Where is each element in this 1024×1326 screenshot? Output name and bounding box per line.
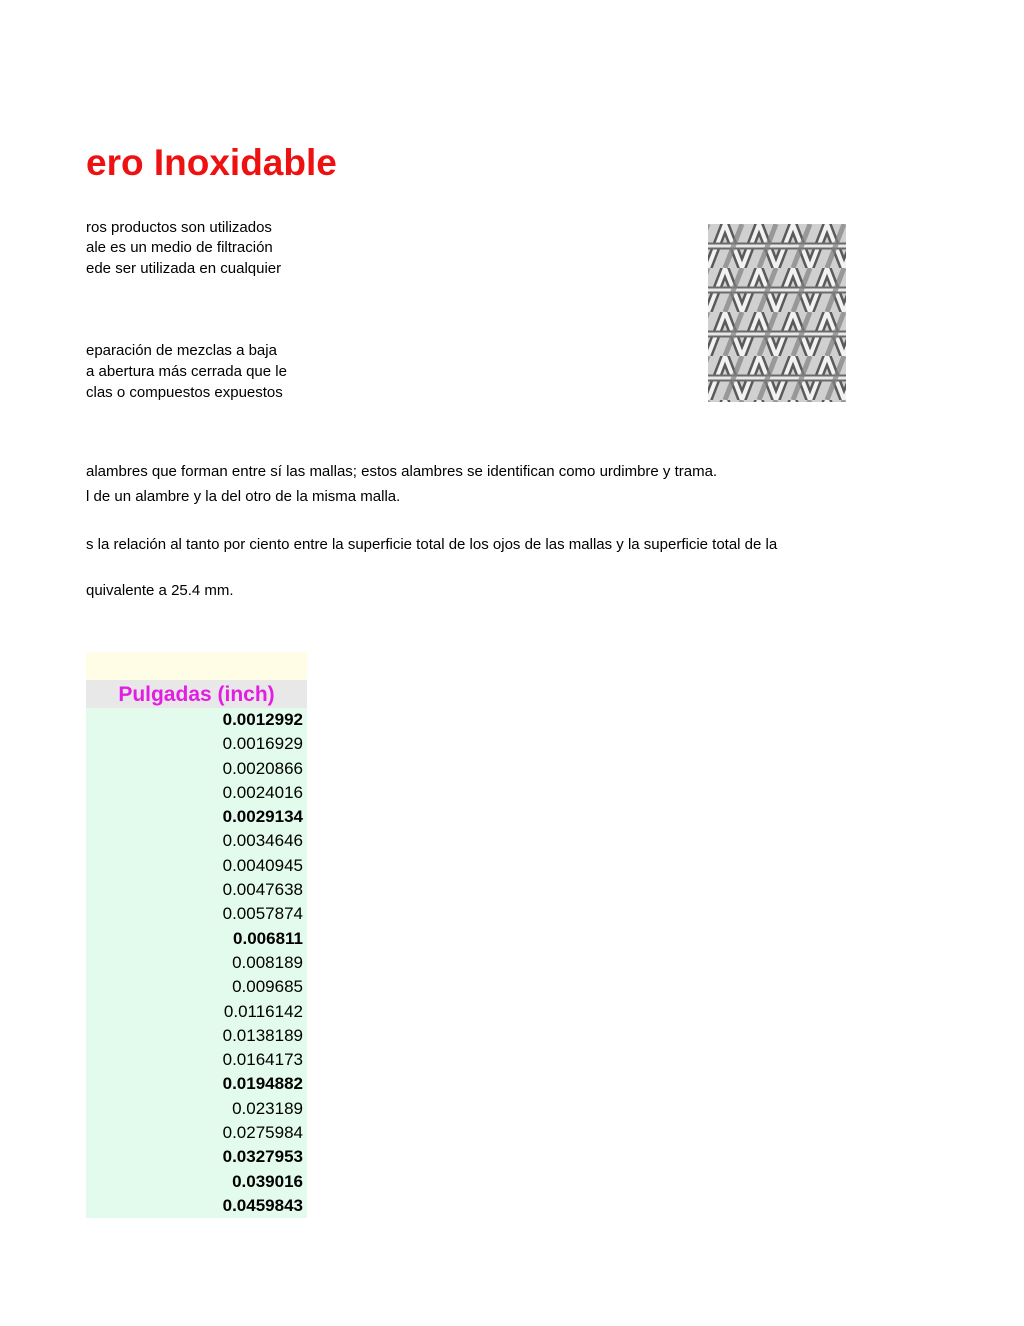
intro-line-2: ale es un medio de filtración — [86, 239, 273, 256]
conversion-table — [86, 652, 307, 1218]
table-row: 0.0012992 — [222, 710, 303, 729]
wire-mesh-image — [708, 224, 846, 402]
table-top-row — [86, 652, 307, 680]
table-row: 0.0020866 — [222, 758, 303, 778]
table-body — [86, 708, 307, 1218]
table-row: 0.0194882 — [222, 1074, 303, 1094]
table-row: 0.0138189 — [222, 1025, 303, 1045]
table-row: 0.006811 — [233, 928, 303, 948]
table-row: 0.0275984 — [222, 1123, 303, 1143]
definition-abertura: l de un alambre y la del otro de la misma malla. — [86, 488, 401, 505]
table-row: 0.009685 — [232, 977, 303, 997]
table-row: 0.0029134 — [222, 807, 303, 827]
table-row: 0.0164173 — [222, 1050, 303, 1070]
table-row: 0.0327953 — [222, 1147, 303, 1167]
table-row: 0.023189 — [232, 1098, 303, 1118]
intro-line-3: ede ser utilizada en cualquier — [86, 260, 282, 277]
definition-pulgada: quivalente a 25.4 mm. — [86, 582, 234, 599]
table-row: 0.0057874 — [222, 904, 303, 924]
separation-line-1: eparación de mezclas a baja — [86, 342, 277, 359]
table-header: Pulgadas (inch) — [86, 680, 307, 708]
table-row: 0.0024016 — [222, 782, 303, 802]
definition-superficie-libre: s la relación al tanto por ciento entre la superficie total de los ojos de las mallas y la superficie total de la — [86, 536, 778, 553]
separation-line-3: clas o compuestos expuestos — [86, 384, 283, 401]
table-row: 0.0034646 — [222, 831, 303, 851]
table-row: 0.0116142 — [223, 1001, 303, 1021]
separation-line-2: a abertura más cerrada que le — [86, 363, 287, 380]
table-row: 0.008189 — [232, 952, 303, 972]
table-row: 0.0016929 — [222, 734, 303, 754]
intro-line-1: ros productos son utilizados — [86, 219, 272, 236]
table-row: 0.0040945 — [222, 855, 303, 875]
page-title: ero Inoxidable — [86, 142, 337, 183]
table-row: 0.0047638 — [222, 880, 303, 900]
table-row: 0.0459843 — [222, 1195, 303, 1215]
table-row: 0.039016 — [232, 1171, 303, 1191]
definition-urdimbre-trama: alambres que forman entre sí las mallas; estos alambres se identifican como urdimbre y trama. — [86, 463, 718, 480]
